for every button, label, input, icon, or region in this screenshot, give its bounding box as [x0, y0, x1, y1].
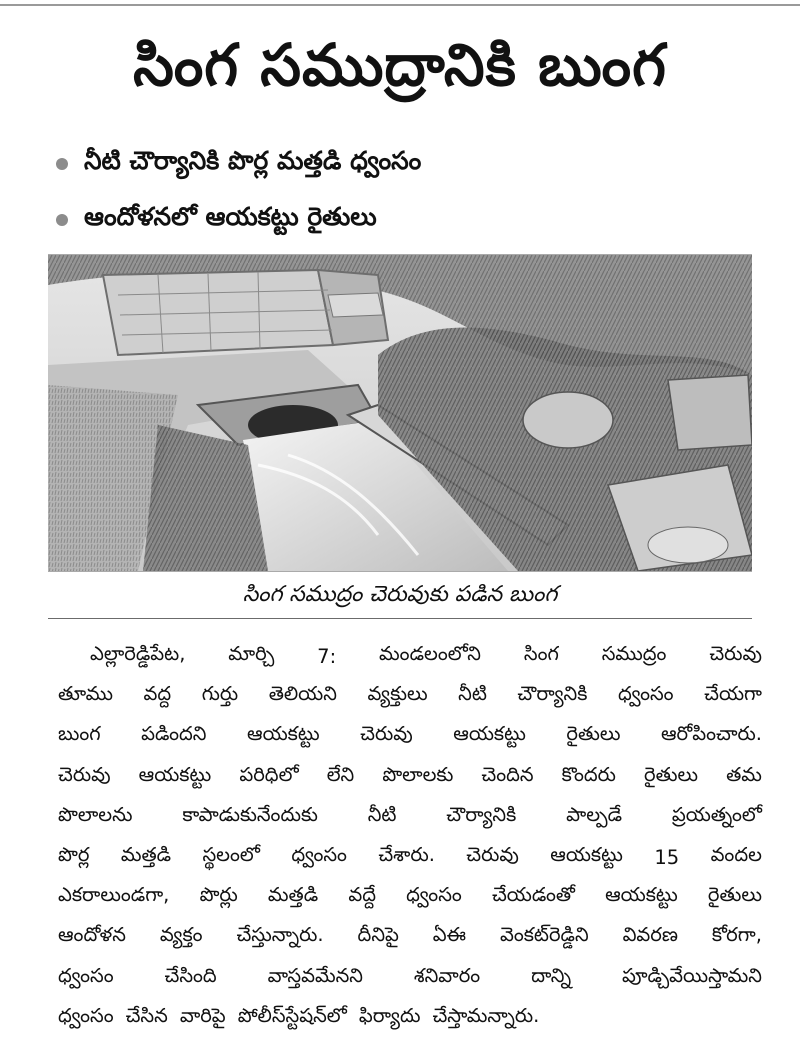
article-word: చేయడంతో [491, 883, 575, 907]
article-word: తూము [58, 682, 113, 706]
article-word: సముద్రం [601, 642, 667, 666]
article-word: లేని [326, 762, 355, 786]
article-word: చేశారు. [378, 843, 435, 867]
article-line [58, 917, 762, 957]
subheading-text: ఆందోళనలో ఆయకట్టు రైతులు [84, 202, 377, 231]
article-line [58, 757, 762, 797]
article-line [58, 958, 762, 998]
bullet-dot-icon [56, 214, 68, 226]
article-word: మార్చి [228, 642, 275, 666]
news-photo [48, 254, 752, 572]
article-word: వ్యక్తం [159, 923, 203, 947]
subheading-bullet [50, 192, 750, 248]
article-word: ఆయకట్టు [138, 762, 212, 786]
article-word: వ్యక్తులు [367, 682, 428, 706]
article-line [58, 636, 762, 676]
article-word: వాస్తవమేనని [267, 963, 363, 987]
article-word: ధ్వంసం [617, 682, 674, 706]
article-word: మత్తడి [120, 843, 172, 867]
article-line [58, 716, 762, 756]
subheading-bullets [50, 136, 750, 248]
article-word: చెరువు [709, 642, 762, 666]
article-word: రైతులు [566, 722, 621, 746]
article-word: దాన్ని [531, 963, 572, 987]
article-word: వెంకట్‌రెడ్డిని [499, 923, 589, 947]
article-word: శనివారం [413, 963, 481, 987]
article-word: వారిపై [179, 1003, 226, 1027]
article-word: చౌర్యానికి [446, 802, 517, 826]
article-word: కోరగా, [711, 923, 762, 947]
subheading-text: నీటి చౌర్యానికి పొర్ల మత్తడి ధ్వంసం [84, 146, 422, 175]
article-word: ఫిర్యాదు [358, 1003, 421, 1027]
article-word: పరిధిలో [239, 762, 299, 786]
headline: సింగ సముద్రానికి బుంగ [133, 31, 667, 99]
article-word: వందల [710, 843, 762, 867]
article-word: నీటి [458, 682, 487, 706]
article-word: పోలీస్‌స్టేషన్‌లో [237, 1003, 347, 1027]
article-word: నీటి [367, 802, 397, 826]
article-line [58, 877, 762, 917]
article-word: చేసింది [164, 963, 217, 987]
article-word: ధ్వంసం [291, 843, 347, 867]
article-word: పొర్లు [199, 883, 238, 907]
article-word: తెలియని [268, 682, 337, 706]
article-word: దీనిపై [357, 923, 399, 947]
caption-divider [48, 618, 752, 619]
article-word: చేస్తున్నారు. [236, 923, 324, 947]
article-word: చేయగా [704, 682, 762, 706]
article-word: చెరువు [58, 762, 111, 786]
article-word: ధ్వంసం [406, 883, 462, 907]
article-word: ఆందోళన [58, 923, 126, 947]
article-word: ఆయకట్టు [247, 722, 320, 746]
article-word: ఆయకట్టు [550, 843, 623, 867]
article-word: ధ్వంసం [58, 963, 114, 987]
article-word: 15 [654, 845, 680, 869]
article-word: పడిందని [141, 722, 207, 746]
article-word: రైతులు [644, 762, 699, 786]
subheading-bullet [50, 136, 750, 192]
article-word: చెందిన [481, 762, 534, 786]
article-word: వివరణ [622, 923, 678, 947]
article-line [58, 837, 762, 877]
article-word: పొలాలను [58, 802, 133, 826]
article-word: ఆరోపించారు. [661, 722, 762, 746]
article-word: తమ [726, 762, 762, 786]
article-word: కాపాడుకునేందుకు [182, 802, 318, 826]
article-word: పాల్పడే [566, 802, 623, 826]
article-word: సింగ [523, 642, 559, 666]
tank-sluice-photo [48, 255, 752, 571]
article-word: ఎల్లారెడ్డిపేట, [90, 642, 186, 666]
article-word: ధ్వంసం [58, 1003, 114, 1027]
article-word: చెరువు [360, 722, 413, 746]
article-word: ఎకరాలుండగా, [58, 883, 170, 907]
article-word: ఏఈ [432, 923, 467, 947]
article-word: మండలంలోని [379, 642, 481, 666]
bullet-dot-icon [56, 158, 68, 170]
article-word: చేస్తామన్నారు. [432, 1003, 540, 1027]
article-word: చౌర్యానికి [517, 682, 588, 706]
article-word: ఆయకట్టు [453, 722, 526, 746]
article-line [58, 676, 762, 716]
article-word: 7: [317, 644, 337, 668]
article-word: చెరువు [466, 843, 519, 867]
article-word: ఆయకట్టు [605, 883, 678, 907]
article-line [58, 797, 762, 837]
photo-caption: సింగ సముద్రం చెరువుకు పడిన బుంగ [242, 582, 558, 607]
article-word: స్థలంలో [202, 843, 260, 867]
article-word: కొందరు [561, 762, 616, 786]
article-word: పొర్ల [58, 843, 90, 867]
article-word: ప్రయత్నంలో [671, 802, 762, 826]
article-word: వద్ద [143, 682, 172, 706]
article-word: బుంగ [58, 722, 101, 746]
article-body [58, 636, 762, 1038]
article-word: మత్తడి [267, 883, 319, 907]
article-line [58, 998, 762, 1038]
article-word: పొలాలకు [382, 762, 454, 786]
top-border-rule [0, 4, 800, 6]
article-word: వద్దే [348, 883, 376, 907]
article-word: పూడ్చివేయిస్తామని [621, 963, 762, 987]
article-word: గుర్తు [201, 682, 239, 706]
article-word: రైతులు [707, 883, 762, 907]
article-word: చేసిన [125, 1003, 168, 1027]
